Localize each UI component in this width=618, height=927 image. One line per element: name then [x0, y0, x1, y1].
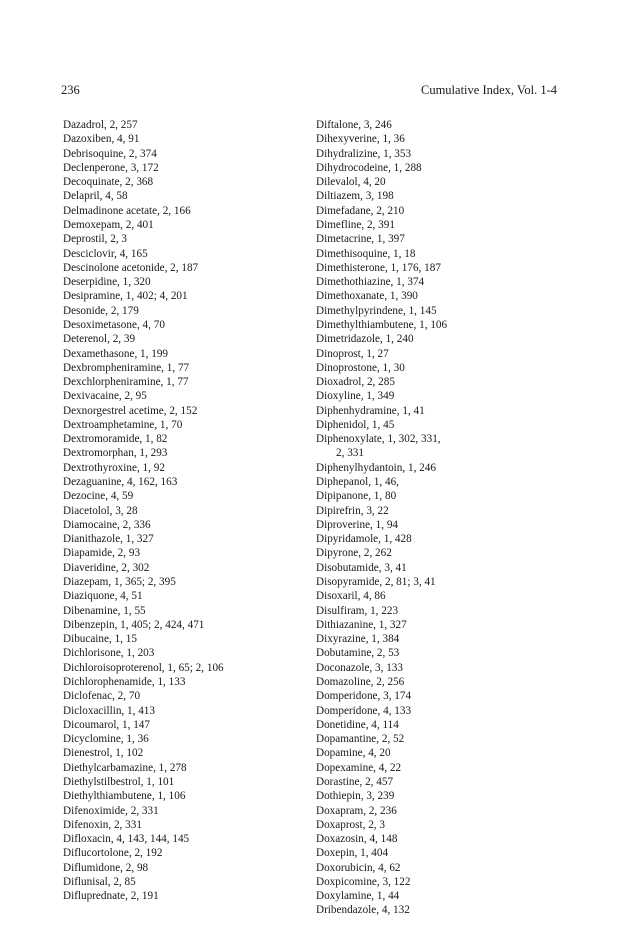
index-entry	[316, 846, 566, 860]
index-entry-text: Dextromoramide, 1, 82	[63, 433, 168, 446]
index-entry	[63, 575, 308, 589]
index-entry-text: Dazoxiben, 4, 91	[63, 133, 140, 146]
index-entry-text: Dinoprostone, 1, 30	[316, 361, 405, 374]
index-entry-text: Dichlorophenamide, 1, 133	[63, 675, 186, 688]
index-entry	[63, 661, 308, 675]
index-entry	[316, 675, 566, 689]
index-entry-text: Desonide, 2, 179	[63, 304, 139, 317]
index-entry	[63, 646, 308, 660]
index-entry-text: Demoxepam, 2, 401	[63, 218, 154, 231]
index-entry-text: Deserpidine, 1, 320	[63, 276, 151, 289]
index-entry-text: Diclofenac, 2, 70	[63, 690, 141, 703]
index-entry	[316, 389, 566, 403]
index-entry	[63, 361, 308, 375]
index-entry-text: Doxapram, 2, 236	[316, 804, 397, 817]
index-entry-text: Difluprednate, 2, 191	[63, 890, 159, 903]
index-entry-text: Dioxyline, 1, 349	[316, 390, 395, 403]
index-entry-text: Dixyrazine, 1, 384	[316, 633, 400, 646]
index-column-right	[316, 118, 566, 918]
index-entry	[63, 789, 308, 803]
index-entry	[63, 147, 308, 161]
index-entry	[63, 818, 308, 832]
index-entry	[63, 889, 308, 903]
index-entry-text: Diaziquone, 4, 51	[63, 590, 143, 603]
index-entry	[63, 232, 308, 246]
index-entry-text: Dioxadrol, 2, 285	[316, 376, 395, 389]
index-entry	[316, 732, 566, 746]
index-entry	[316, 118, 566, 132]
index-entry	[63, 618, 308, 632]
index-entry-text: Debrisoquine, 2, 374	[63, 147, 157, 160]
index-entry	[63, 189, 308, 203]
index-entry-text: Dicyclomine, 1, 36	[63, 733, 149, 746]
index-entry-text: Dichlorisone, 1, 203	[63, 647, 155, 660]
index-entry	[63, 375, 308, 389]
index-entry	[316, 161, 566, 175]
index-entry-text: Dihydralizine, 1, 353	[316, 147, 412, 160]
index-entry-text: Decoquinate, 2, 368	[63, 176, 154, 189]
index-entry-text: Deprostil, 2, 3	[63, 233, 128, 246]
index-entry	[63, 261, 308, 275]
index-entry-text: Dicloxacillin, 1, 413	[63, 704, 155, 717]
index-entry	[316, 889, 566, 903]
index-entry-text: Donetidine, 4, 114	[316, 718, 399, 731]
index-entry-text: Dipirefrin, 3, 22	[316, 504, 389, 517]
index-entry	[316, 418, 566, 432]
index-entry-text: Diproverine, 1, 94	[316, 518, 399, 531]
index-entry-text: Descinolone acetonide, 2, 187	[63, 261, 199, 274]
index-entry-text: Dazadrol, 2, 257	[63, 119, 138, 131]
index-entry	[316, 504, 566, 518]
index-entry	[316, 546, 566, 560]
index-entry-text: Diazepam, 1, 365; 2, 395	[63, 576, 176, 588]
index-entry	[63, 118, 308, 132]
index-entry	[63, 318, 308, 332]
index-entry-text: Dothiepin, 3, 239	[316, 790, 395, 803]
index-entry-text: Doxylamine, 1, 44	[316, 890, 400, 903]
index-entry-text: Dipyrone, 2, 262	[316, 547, 392, 560]
index-entry-text: Diflucortolone, 2, 192	[63, 847, 163, 860]
index-entry	[316, 604, 566, 618]
index-entry-text: Dimefline, 2, 391	[316, 218, 395, 231]
index-column-left	[63, 118, 308, 903]
index-entry-text: Doxpicomine, 3, 122	[316, 875, 411, 888]
index-entry	[316, 475, 566, 489]
index-entry-text: Diethylcarbamazine, 1, 278	[63, 761, 187, 774]
index-entry	[63, 475, 308, 489]
index-entry	[316, 746, 566, 760]
index-entry-text: Dexamethasone, 1, 199	[63, 347, 169, 360]
index-entry-text: Dienestrol, 1, 102	[63, 747, 144, 760]
index-entry	[63, 632, 308, 646]
index-entry	[316, 903, 566, 917]
index-entry-text: Doxepin, 1, 404	[316, 847, 389, 860]
index-entry-text: Diaveridine, 2, 302	[63, 561, 150, 574]
index-entry	[63, 718, 308, 732]
index-entry	[316, 375, 566, 389]
index-entry-text: Desoximetasone, 4, 70	[63, 318, 165, 331]
index-entry	[63, 746, 308, 760]
index-entry	[63, 161, 308, 175]
index-entry-text: Diamocaine, 2, 336	[63, 518, 151, 531]
index-entry-text: Diphenoxylate, 1, 302, 331,	[316, 433, 441, 446]
index-entry	[63, 604, 308, 618]
index-entry	[63, 304, 308, 318]
index-entry	[316, 589, 566, 603]
index-entry-text: Diflunisal, 2, 85	[63, 875, 136, 888]
index-entry	[316, 704, 566, 718]
running-head: Cumulative Index, Vol. 1-4	[421, 83, 557, 97]
index-entry-text: Diltiazem, 3, 198	[316, 190, 394, 203]
index-entry	[316, 332, 566, 346]
index-entry	[63, 561, 308, 575]
index-entry	[63, 804, 308, 818]
index-entry	[63, 675, 308, 689]
index-entry	[316, 147, 566, 161]
index-entry	[316, 132, 566, 146]
index-entry	[316, 689, 566, 703]
index-entry	[316, 261, 566, 275]
index-entry	[316, 247, 566, 261]
index-entry-continuation: 2, 331	[336, 447, 364, 460]
index-entry-text: Disobutamide, 3, 41	[316, 561, 407, 574]
index-entry	[63, 546, 308, 560]
index-entry	[63, 689, 308, 703]
index-entry-text: Doxazosin, 4, 148	[316, 833, 398, 846]
index-entry	[316, 718, 566, 732]
index-entry	[63, 204, 308, 218]
index-entry	[63, 404, 308, 418]
index-entry-text: Difenoxin, 2, 331	[63, 818, 142, 831]
index-entry	[316, 461, 566, 475]
index-entry	[63, 461, 308, 475]
index-entry	[63, 832, 308, 846]
index-entry-text: Doxorubicin, 4, 62	[316, 861, 401, 874]
index-entry-text: Dimethisterone, 1, 176, 187	[316, 261, 441, 274]
index-entry	[316, 189, 566, 203]
index-entry	[63, 775, 308, 789]
index-entry	[316, 646, 566, 660]
index-entry-text: Dilevalol, 4, 20	[316, 176, 386, 189]
index-entry-text: Dipyridamole, 1, 428	[316, 533, 412, 546]
index-entry	[63, 332, 308, 346]
index-entry-text: Dorastine, 2, 457	[316, 775, 394, 788]
index-entry-text: Dibenzepin, 1, 405; 2, 424, 471	[63, 618, 205, 631]
index-entry	[63, 418, 308, 432]
index-entry-text: Dianithazole, 1, 327	[63, 533, 154, 546]
index-entry-text: Dexnorgestrel acetime, 2, 152	[63, 404, 198, 417]
index-entry-text: Dihydrocodeine, 1, 288	[316, 161, 422, 174]
index-entry	[63, 761, 308, 775]
index-entry	[316, 318, 566, 332]
index-entry	[63, 347, 308, 361]
index-entry	[63, 518, 308, 532]
index-entry-text: Delapril, 4, 58	[63, 190, 128, 203]
index-entry	[63, 732, 308, 746]
index-entry-text: Domazoline, 2, 256	[316, 675, 405, 688]
index-entry	[316, 861, 566, 875]
index-entry	[316, 347, 566, 361]
index-entry	[63, 218, 308, 232]
index-entry	[316, 775, 566, 789]
index-entry	[316, 832, 566, 846]
index-entry	[316, 661, 566, 675]
index-entry-text: Diflumidone, 2, 98	[63, 861, 149, 874]
index-entry-text: Diftalone, 3, 246	[316, 119, 392, 131]
index-entry-text: Dextroamphetamine, 1, 70	[63, 418, 183, 431]
index-entry	[316, 361, 566, 375]
index-entry-text: Diethylstilbestrol, 1, 101	[63, 775, 175, 788]
index-entry-text: Dithiazanine, 1, 327	[316, 618, 407, 631]
index-entry-text: Dextromorphan, 1, 293	[63, 447, 168, 460]
index-entry-text: Dicoumarol, 1, 147	[63, 718, 150, 731]
index-entry	[316, 232, 566, 246]
index-entry	[63, 175, 308, 189]
index-entry	[63, 432, 308, 446]
index-entry	[316, 561, 566, 575]
index-entry	[316, 304, 566, 318]
index-entry-text: Diethylthiambutene, 1, 106	[63, 790, 186, 803]
index-entry-text: Domperidone, 3, 174	[316, 690, 412, 703]
index-entry-text: Dimetridazole, 1, 240	[316, 333, 414, 346]
index-entry-text: Dimethothiazine, 1, 374	[316, 276, 425, 289]
index-entry-text: Dibenamine, 1, 55	[63, 604, 146, 617]
index-entry	[316, 204, 566, 218]
index-entry-text: Diphepanol, 1, 46,	[316, 476, 399, 489]
index-entry-text: Doxaprost, 2, 3	[316, 818, 385, 831]
index-entry	[316, 289, 566, 303]
index-entry	[316, 489, 566, 503]
index-entry-text: Diphenylhydantoin, 1, 246	[316, 461, 436, 474]
index-entry-text: Deterenol, 2, 39	[63, 333, 136, 346]
index-entry-text: Desipramine, 1, 402; 4, 201	[63, 290, 188, 303]
index-entry-text: Dimethylthiambutene, 1, 106	[316, 318, 448, 331]
index-entry	[316, 804, 566, 818]
index-entry-text: Dimetacrine, 1, 397	[316, 233, 405, 246]
index-entry	[316, 432, 566, 461]
index-entry	[63, 861, 308, 875]
index-entry-text: Dezaguanine, 4, 162, 163	[63, 476, 178, 489]
index-entry-text: Diphenhydramine, 1, 41	[316, 404, 425, 417]
index-entry-text: Dichloroisoproterenol, 1, 65; 2, 106	[63, 661, 224, 674]
index-entry-text: Dimethisoquine, 1, 18	[316, 247, 416, 260]
index-entry-text: Dextrothyroxine, 1, 92	[63, 461, 165, 474]
index-entry-text: Disulfiram, 1, 223	[316, 604, 399, 617]
index-entry	[316, 532, 566, 546]
index-entry	[63, 247, 308, 261]
index-entry-text: Diapamide, 2, 93	[63, 547, 141, 560]
index-entry-text: Dihexyverine, 1, 36	[316, 133, 405, 146]
index-entry	[63, 489, 308, 503]
index-entry-text: Dipipanone, 1, 80	[316, 490, 397, 503]
index-entry-text: Difloxacin, 4, 143, 144, 145	[63, 833, 190, 846]
index-entry-text: Dribendazole, 4, 132	[316, 904, 410, 917]
index-entry-text: Difenoximide, 2, 331	[63, 804, 159, 817]
index-entry-text: Dopamine, 4, 20	[316, 747, 391, 760]
index-entry-text: Dezocine, 4, 59	[63, 490, 134, 503]
index-entry-text: Dimethoxanate, 1, 390	[316, 290, 418, 303]
index-entry	[63, 589, 308, 603]
index-entry-text: Diphenidol, 1, 45	[316, 418, 395, 431]
index-entry-text: Domperidone, 4, 133	[316, 704, 412, 717]
index-entry-text: Dexchlorpheniramine, 1, 77	[63, 376, 189, 389]
index-entry-text: Dopamantine, 2, 52	[316, 733, 405, 746]
index-entry-text: Doconazole, 3, 133	[316, 661, 403, 674]
index-entry	[316, 632, 566, 646]
index-entry-text: Desciclovir, 4, 165	[63, 247, 148, 260]
index-entry	[316, 789, 566, 803]
index-entry-text: Dibucaine, 1, 15	[63, 633, 137, 646]
index-entry	[63, 875, 308, 889]
index-entry-text: Dimethylpyrindene, 1, 145	[316, 304, 437, 317]
index-entry	[63, 704, 308, 718]
index-entry	[316, 175, 566, 189]
index-entry	[63, 504, 308, 518]
index-entry	[63, 446, 308, 460]
index-entry-text: Dexivacaine, 2, 95	[63, 390, 147, 403]
index-entry-text: Dexbrompheniramine, 1, 77	[63, 361, 190, 374]
index-entry	[63, 275, 308, 289]
index-entry-text: Dinoprost, 1, 27	[316, 347, 389, 360]
index-entry-text: Diacetolol, 3, 28	[63, 504, 138, 517]
index-entry	[316, 275, 566, 289]
index-entry-text: Declenperone, 3, 172	[63, 161, 159, 174]
index-entry-text: Disoxaril, 4, 86	[316, 590, 386, 603]
index-entry	[316, 575, 566, 589]
index-entry	[63, 132, 308, 146]
index-entry	[316, 875, 566, 889]
index-entry	[316, 404, 566, 418]
index-entry	[316, 761, 566, 775]
index-entry	[63, 846, 308, 860]
index-entry	[63, 289, 308, 303]
index-entry-text: Dopexamine, 4, 22	[316, 761, 402, 774]
index-entry	[316, 618, 566, 632]
index-entry-text: Dimefadane, 2, 210	[316, 204, 405, 217]
index-entry	[316, 818, 566, 832]
index-entry	[316, 518, 566, 532]
index-entry-text: Disopyramide, 2, 81; 3, 41	[316, 576, 436, 588]
index-entry	[63, 389, 308, 403]
page-number: 236	[61, 83, 80, 97]
index-entry-text: Delmadinone acetate, 2, 166	[63, 204, 191, 217]
index-entry-text: Dobutamine, 2, 53	[316, 647, 400, 660]
index-entry	[63, 532, 308, 546]
index-entry	[316, 218, 566, 232]
